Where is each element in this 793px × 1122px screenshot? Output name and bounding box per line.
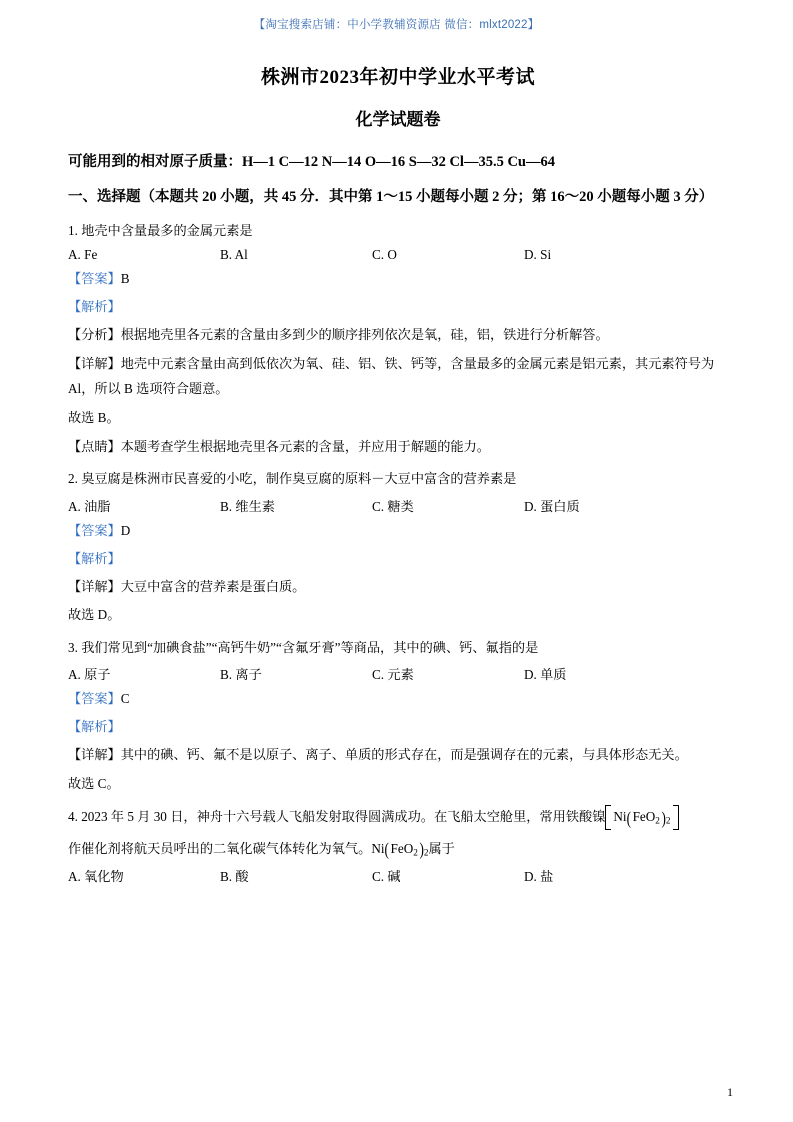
option-d: D. Si: [524, 246, 552, 262]
formula-inner-subscript: 2: [413, 847, 418, 858]
question-options: [68, 247, 728, 263]
formula-metal: Ni: [613, 809, 627, 825]
answer-line: [68, 518, 728, 543]
page-number: 1: [727, 1085, 733, 1099]
chemical-formula-bracketed: [605, 809, 678, 826]
option-b: B. 酸: [220, 869, 249, 885]
answer-label: 【答案】: [68, 691, 121, 707]
option-c: C. 糖类: [372, 498, 414, 514]
analysis-paragraph: 【分析】根据地壳里各元素的含量由多到少的顺序排列依次是氧，硅，铝，铁进行分析解答。: [68, 326, 609, 342]
question-stem: [68, 804, 728, 829]
option-d: D. 盐: [524, 869, 554, 885]
option-b: B. 离子: [220, 667, 262, 683]
detail-paragraph: 【详解】地壳中元素含量由高到低依次为氧、硅、铝、铁、钙等，含量最多的金属元素是铝元素，其元素符号为 Al，所以 B 选项符合题意。: [68, 355, 715, 397]
question-text-part3: 属于: [428, 840, 455, 856]
question-number: 4.: [68, 808, 78, 824]
formula-outer-subscript: 2: [665, 815, 671, 826]
answer-line: [68, 686, 728, 711]
question-text: 我们常见到“加碘食盐”“高钙牛奶”“含氟牙膏”等商品，其中的碘、钙、氟指的是: [81, 640, 539, 656]
formula-group: [385, 836, 424, 862]
answer-label: 【答案】: [68, 270, 121, 286]
tip-paragraph: 【点睛】本题考查学生根据地壳里各元素的含量，并应用于解题的能力。: [68, 438, 490, 454]
question-stem: [68, 218, 728, 243]
option-c: C. 碱: [372, 869, 401, 885]
question-text: 2023 年 5 月 30 日，神舟十六号载人飞船发射取得圆满成功。在飞船太空舱里，常用铁酸镍: [81, 808, 606, 824]
section-heading: 一、选择题（本题共 20 小题，共 45 分．其中第 1～15 小题每小题 2 分；第 16～20 小题每小题 3 分）: [68, 188, 714, 205]
explanation-label: 【解析】: [68, 719, 121, 735]
detail-paragraph: 【详解】其中的碘、钙、氟不是以原子、离子、单质的形式存在，而是强调存在的元素，与具体形态无关。: [68, 747, 688, 763]
question-stem-continued: [68, 836, 728, 862]
document-content: [68, 56, 728, 885]
conclusion-paragraph: 故选 B。: [68, 410, 120, 425]
question-stem: [68, 635, 728, 660]
page-title: 株洲市2023年初中学业水平考试: [260, 67, 535, 88]
question-text: 臭豆腐是株洲市民喜爱的小吃，制作臭豆腐的原料－大豆中富含的营养素是: [81, 471, 517, 487]
option-a: A. 油脂: [68, 498, 111, 514]
conclusion-paragraph: 故选 D。: [68, 607, 121, 623]
option-a: A. 氧化物: [68, 869, 124, 885]
atomic-masses-line: [68, 152, 728, 174]
answer-label: 【答案】: [68, 522, 121, 538]
formula-group-text: FeO: [390, 840, 414, 856]
option-d: D. 单质: [524, 667, 567, 683]
question-options: [68, 664, 728, 683]
formula-group-text: FeO: [632, 809, 656, 825]
option-a: A. 原子: [68, 667, 111, 683]
question-text: 地壳中含量最多的金属元素是: [81, 222, 253, 238]
watermark-text: 【淘宝搜索店铺：中小学教辅资源店 微信：mlxt2022】: [253, 19, 540, 31]
chemical-formula-inline: [371, 841, 428, 856]
formula-outer-subscript: 2: [423, 847, 429, 858]
detail-paragraph: 【详解】大豆中富含的营养素是蛋白质。: [68, 578, 306, 594]
option-c: C. 元素: [372, 667, 414, 683]
option-c: C. O: [372, 246, 397, 262]
formula-inner-subscript: 2: [655, 815, 660, 826]
question-number: 3.: [68, 640, 78, 656]
answer-value: D: [120, 522, 131, 538]
option-b: B. 维生素: [220, 498, 275, 514]
option-d: D. 蛋白质: [524, 498, 580, 514]
question-options: [68, 866, 728, 885]
option-b: B. Al: [220, 246, 248, 262]
conclusion-paragraph: 故选 C。: [68, 776, 120, 792]
formula-group: [627, 809, 666, 826]
answer-line: [68, 266, 728, 291]
explanation-label: 【解析】: [68, 298, 121, 314]
question-options: [68, 496, 728, 515]
question-number: 1.: [68, 222, 78, 238]
answer-value: C: [120, 691, 130, 707]
atomic-masses-values: H—1 C—12 N—14 O—16 S—32 Cl—35.5 Cu—64: [242, 154, 555, 170]
page-subtitle: 化学试题卷: [355, 110, 441, 129]
answer-value: B: [120, 270, 130, 286]
formula-metal: Ni: [371, 840, 385, 856]
question-text-part2: 作催化剂将航天员呼出的二氧化碳气体转化为氧气。: [68, 840, 372, 856]
atomic-masses-label: 可能用到的相对原子质量：: [68, 154, 242, 170]
option-a: A. Fe: [68, 246, 98, 262]
question-stem: [68, 466, 728, 491]
question-number: 2.: [68, 471, 78, 487]
explanation-label: 【解析】: [68, 550, 121, 566]
